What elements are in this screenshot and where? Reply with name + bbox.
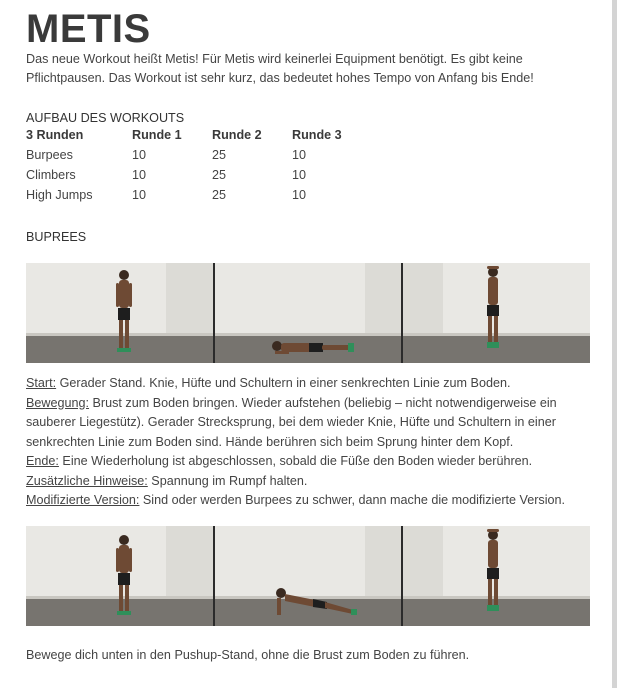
table-cell: 10 [132,148,147,162]
movement-text: Brust zum Boden bringen. Wieder aufstehen (beliebig – nicht notwendigerweise ein sauberer Liegestütz). Gerader Strecksprung, bei dem wieder Knie, Hüfte und Schultern in einer senkrechten Linie zum Boden sind. Hände berühren sich beim Sprung hinter dem Kopf. [26,395,557,449]
start-label: Start: [26,376,57,390]
photo-chest-to-floor [215,263,404,363]
modified-label: Modifizierte Version: [26,493,140,507]
exercise-description [26,374,596,511]
table-cell: Burpees [26,148,73,162]
column-header: Runde 1 [132,128,182,142]
photo-standing [26,263,215,363]
table-cell: 25 [212,168,227,182]
table-row [26,188,372,208]
start-text: Gerader Stand. Knie, Hüfte und Schultern in einer senkrechten Linie zum Boden. [56,376,511,390]
table-cell: High Jumps [26,188,93,202]
page-title: METIS [26,7,151,51]
description-movement [26,394,596,453]
hints-label: Zusätzliche Hinweise: [26,473,148,488]
table-cell: 10 [292,168,307,182]
intro-paragraph: Das neue Workout heißt Metis! Für Metis wird keinerlei Equipment benötigt. Es gibt keine Pflichtpausen. Das Workout ist sehr kurz, das bedeutet hohes Tempo von Anfang bis Ende! [26,52,534,85]
modified-photo-strip [26,526,590,626]
table-cell: 10 [292,148,307,162]
table-cell: 25 [212,148,227,162]
table-cell: 10 [292,188,307,202]
movement-label: Bewegung: [26,395,90,410]
description-start [26,374,596,394]
exercise-heading: BUPREES [26,230,87,244]
photo-standing-modified [26,526,215,626]
modified-instruction: Bewege dich unten in den Pushup-Stand, ohne die Brust zum Boden zu führen. [26,647,470,662]
hints-text: Spannung im Rumpf halten. [147,473,308,488]
end-text: Eine Wiederholung ist abgeschlossen, sobald die Füße den Boden wieder berühren. [58,454,533,468]
table-row [26,148,372,168]
table-header-row [26,128,372,148]
column-header: 3 Runden [26,128,84,142]
table-row [26,168,372,188]
table-cell: Climbers [26,168,76,182]
table-cell: 10 [132,168,147,182]
description-hints [26,472,596,492]
photo-pushup-stand [215,526,404,626]
photo-jump [403,263,590,363]
description-end [26,452,596,472]
photo-jump-modified [403,526,590,626]
table-cell: 25 [212,188,227,202]
structure-heading: AUFBAU DES WORKOUTS [26,111,185,125]
description-modified [26,491,596,511]
burpee-photo-strip [26,263,590,363]
modified-text: Sind oder werden Burpees zu schwer, dann mache die modifizierte Version. [139,493,566,507]
article-content [26,8,596,665]
end-label: Ende: [26,454,59,468]
table-cell: 10 [132,188,147,202]
workout-table [26,128,372,208]
column-header: Runde 2 [212,128,262,142]
column-header: Runde 3 [292,128,342,142]
